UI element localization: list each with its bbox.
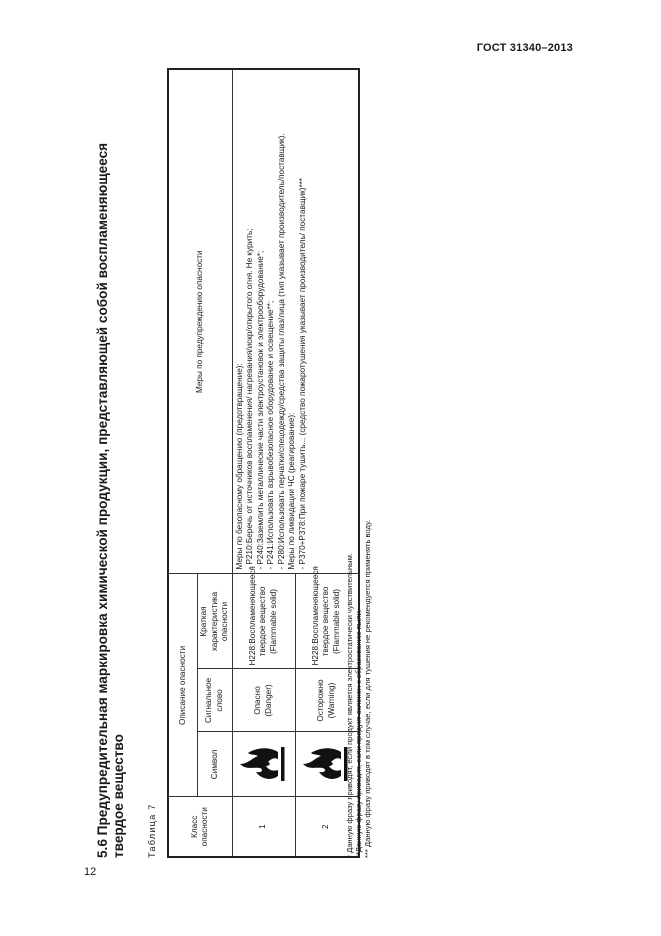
header-symbol: Символ: [198, 732, 233, 797]
measure-line: - P280:Использовать перчатки/спецодежду/средства защиты глаз/лица (тип указывает производитель/поставщик).: [276, 133, 286, 570]
header-signal: Сигнальное слово: [198, 669, 233, 732]
measure-line: - P210:Беречь от источников воспламенения/ нагревания/искр/открытого огня. Не курить;: [245, 228, 254, 570]
measures-cell: [232, 69, 359, 574]
table-notes: [345, 70, 373, 858]
measure-line: - P240:Заземлить металлические части электроустановок и электрооборудование*;: [255, 250, 265, 570]
header-brief: Краткая характеристика опасности: [198, 574, 233, 669]
page-number: 12: [84, 866, 97, 878]
table-row: [232, 69, 295, 857]
class-cell: 1: [232, 797, 295, 857]
signal-cell: Опасно (Danger): [232, 669, 295, 732]
note: *** Данную фразу приводят в том случае, если для тушения не рекомендуется применять воду.: [363, 519, 373, 858]
measure-line: Меры по ликвидации ЧС (реагирование):: [287, 412, 296, 570]
rotated-content: [95, 98, 395, 858]
header-measures: Меры по предупреждению опасности: [168, 69, 232, 574]
signal-cell: Осторожно (Warning): [295, 669, 359, 732]
section-title-line2: твердое вещество: [111, 734, 126, 858]
note: **Данную фразу приводят, если продукт склонен к образованию пыли.: [354, 609, 364, 858]
measure-line: Меры по безопасному обращению (предотвращение):: [234, 363, 244, 570]
flame-icon: [238, 743, 290, 787]
header-class: Класс опасности: [168, 797, 232, 857]
symbol-cell: [232, 732, 295, 797]
hazard-table: [167, 68, 360, 858]
measure-line: - P370+P378:При пожаре тушить... (средство пожаротушения указывает производитель/ поставщик)***: [297, 177, 307, 570]
header-description: Описание опасности: [168, 574, 198, 797]
section-title: [95, 98, 127, 858]
table-label: Таблица 7: [147, 803, 157, 858]
brief-cell: H228:Воспламеняющееся твердое вещество (Flammable solid): [232, 574, 295, 669]
note: * Данную фразу приводят, если продукт является электростатически чувствительным.: [345, 553, 354, 858]
section-title-line1: 5.6 Предупредительная маркировка химической продукции, представляющей собой воспламеняющееся: [95, 142, 110, 858]
measure-line: - P241:Использовать взрывобезопасное оборудование и освещение**;: [266, 300, 275, 570]
class-cell: 2: [295, 797, 359, 857]
brief-cell: H228:Воспламеняющееся твердое вещество (Flammable solid): [295, 574, 359, 669]
document-code: ГОСТ 31340–2013: [476, 42, 573, 54]
